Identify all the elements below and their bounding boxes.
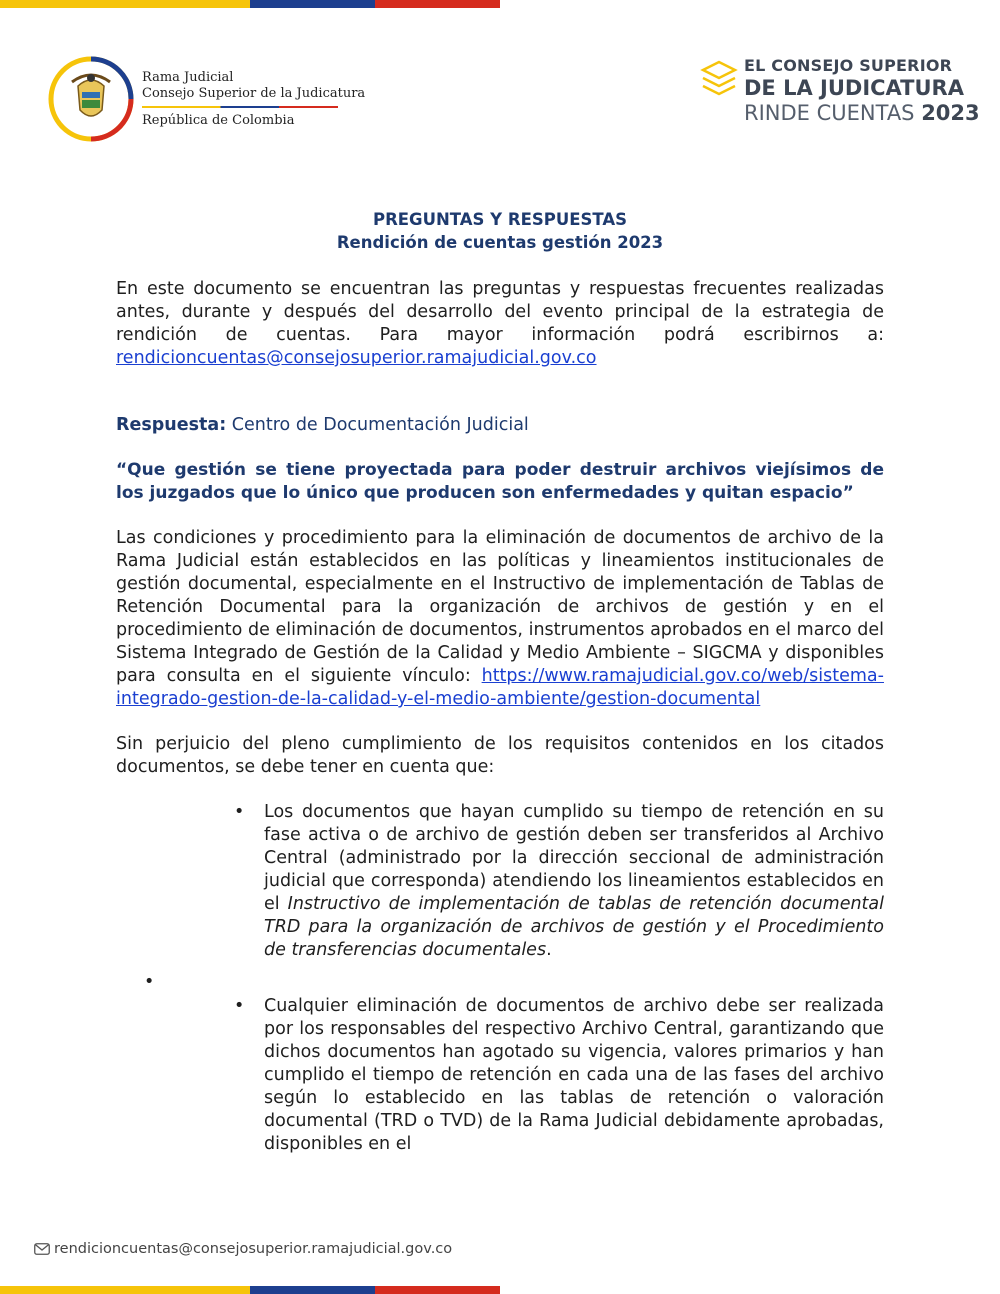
entity-line-1: Rama Judicial bbox=[142, 69, 234, 85]
question-text: “Que gestión se tiene proyectada para poder destruir archivos viejísimos de los juzgados que lo único que producen son enfermedades y quitan espacio” bbox=[116, 460, 884, 503]
document-title bbox=[116, 208, 884, 254]
footer-email bbox=[34, 1241, 452, 1257]
coat-of-arms-icon bbox=[48, 56, 134, 142]
mail-icon bbox=[34, 1243, 50, 1255]
requirements-list bbox=[116, 801, 884, 962]
response-line bbox=[116, 414, 884, 437]
top-flag-bar bbox=[0, 0, 500, 8]
answer-link[interactable]: https://www.ramajudicial.gov.co/web/sistema-integrado-gestion-de-la-calidad-y-el-medio-ambiente/gestion-documental bbox=[116, 666, 884, 709]
bottom-flag-bar bbox=[0, 1286, 500, 1294]
entity-name bbox=[142, 70, 365, 129]
rinde-cuentas-logo bbox=[700, 56, 980, 126]
footer-email-text: rendicioncuentas@consejosuperior.ramajudicial.gov.co bbox=[54, 1241, 453, 1257]
requirements-list-2 bbox=[116, 995, 884, 1156]
list-item: • Cualquier eliminación de documentos de archivo debe ser realizada por los responsables del respectivo Archivo Central, garantizando que dichos documentos han agotado su vigencia, valores primarios y han cumplido el tiempo de retención en cada una de las fases del archivo según lo establecido en las tablas de retención o valoración documental (TRD o TVD) de la Rama Judicial debidamente aprobadas, disponibles en el bbox=[264, 995, 884, 1156]
intro-email-link[interactable]: rendicioncuentas@consejosuperior.ramajudicial.gov.co bbox=[116, 348, 597, 368]
title-line-1: PREGUNTAS Y RESPUESTAS bbox=[372, 210, 628, 229]
entity-line-2: Consejo Superior de la Judicatura bbox=[142, 85, 366, 101]
layers-icon bbox=[700, 58, 738, 100]
answer-paragraph: Las condiciones y procedimiento para la eliminación de documentos de archivo de la Rama Judicial están establecidos en las políticas y lineamientos institucionales de gestión documental, especialmente en el Instructivo de implementación de Tablas de Retención Documental para la organización de archivos de gestión y en el procedimiento de eliminación de documentos, instrumentos aprobados en el marco del Sistema Integrado de Gestión de la Calidad y Medio Ambiente – SIGCMA y disponibles para consulta en el siguiente vínculo: https://www.ramajudicial.gov.co/web/sistema-integrado-gestion-de-la-calidad-y-el-medio-ambiente/gestion-documental bbox=[116, 528, 884, 709]
document-body bbox=[116, 208, 884, 1156]
list-item: • Los documentos que hayan cumplido su tiempo de retención en su fase activa o de archivo de gestión deben ser transferidos al Archivo Central (administrado por la dirección seccional de administración judicial que corresponda) atendiendo los lineamientos establecidos en el Instructivo de implementación de tablas de retención documental TRD para la organización de archivos de gestión y el Procedimiento de transferencias documentales. bbox=[264, 801, 884, 962]
rama-judicial-logo bbox=[48, 56, 365, 142]
title-line-2: Rendición de cuentas gestión 2023 bbox=[336, 233, 664, 252]
brand-line-3: RINDE CUENTAS 2023 bbox=[744, 101, 980, 125]
answer-paragraph-2: Sin perjuicio del pleno cumplimiento de los requisitos contenidos en los citados documentos, se debe tener en cuenta que: bbox=[116, 734, 884, 777]
entity-line-3: República de Colombia bbox=[142, 112, 295, 128]
entity-divider bbox=[142, 106, 338, 108]
intro-paragraph: En este documento se encuentran las preguntas y respuestas frecuentes realizadas antes, durante y después del desarrollo del evento principal de la estrategia de rendición de cuentas. Para mayor información podrá escribirnos a: rendicioncuentas@consejosuperior.ramajudicial.gov.co bbox=[116, 279, 884, 368]
brand-line-1: EL CONSEJO SUPERIOR bbox=[744, 56, 953, 75]
brand-year: 2023 bbox=[921, 101, 980, 125]
response-label: Respuesta: bbox=[116, 415, 227, 435]
response-unit: Centro de Documentación Judicial bbox=[231, 415, 529, 435]
empty-bullet: • bbox=[144, 972, 155, 992]
brand-line-2: DE LA JUDICATURA bbox=[744, 76, 964, 100]
